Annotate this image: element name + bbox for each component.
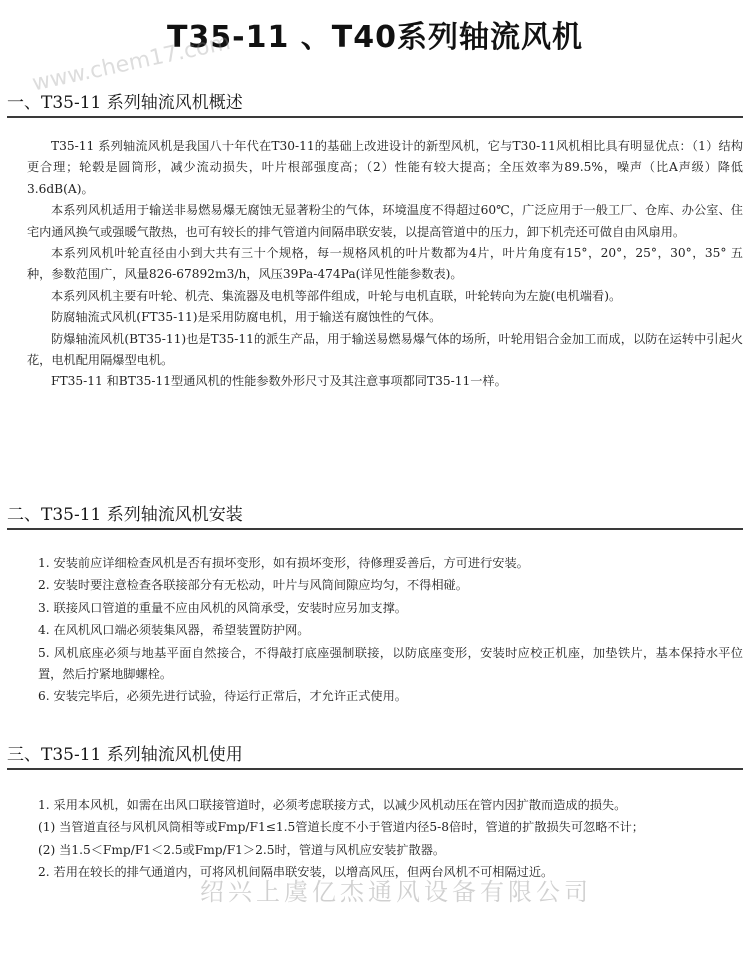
page-title: T35-11 、T40系列轴流风机 [166,20,584,55]
installation-item: 6. 安装完毕后，必须先进行试验，待运行正常后，才允许正式使用。 [38,689,407,704]
overview-paragraph: 本系列风机叶轮直径由小到大共有三十个规格，每一规格风机的叶片数都为4片，叶片角度有15°，20°，25°，30°，35° 五种，参数范围广，风量826-67892m3/h，风压39Pa-474Pa(详见性能参数表)。 [27,246,743,282]
section-heading-usage: 三、T35-11 系列轴流风机使用 [7,740,743,770]
installation-item: 5. 风机底座必须与地基平面自然接合，不得敲打底座强制联接，以防底座变形，安装时应校正机座，加垫铁片，基本保持水平位置，然后拧紧地脚螺栓。 [38,645,743,682]
usage-item: 2. 若用在较长的排气通道内，可将风机间隔串联安装，以增高风压，但两台风机不可相隔过近。 [38,865,554,880]
section-body-usage [38,794,743,884]
company-watermark: 绍兴上虞亿杰通风设备有限公司 [200,878,592,906]
section-heading-installation: 二、T35-11 系列轴流风机安装 [7,500,743,530]
installation-item: 4. 在风机风口端必须装集风器，希望装置防护网。 [38,623,310,638]
overview-paragraph: FT35-11 和BT35-11型通风机的性能参数外形尺寸及其注意事项都同T35-11一样。 [51,374,507,389]
overview-paragraph: 本系列风机适用于输送非易燃易爆无腐蚀无显著粉尘的气体，环境温度不得超过60℃，广泛应用于一般工厂、仓库、办公室、住宅内通风换气或强暖气散热，也可有较长的排气管道内间隔串联安装，以提高管道中的压力，卸下机壳还可做自由风扇用。 [27,203,743,239]
usage-item: (2) 当1.5＜Fmp/F1＜2.5或Fmp/F1＞2.5时，管道与风机应安装扩散器。 [38,842,446,857]
overview-paragraph: 本系列风机主要有叶轮、机壳、集流器及电机等部件组成，叶轮与电机直联，叶轮转向为左旋(电机端看)。 [51,288,622,303]
overview-paragraph: T35-11 系列轴流风机是我国八十年代在T30-11的基础上改进设计的新型风机，它与T30-11风机相比具有明显优点：（1）结构更合理；轮毂是圆筒形，减少流动损失，叶片根部强度高；（2）性能有较大提高；全压效率为89.5%，噪声（比A声级）降低3.6dB(A)。 [27,139,743,196]
usage-item: (1) 当管道直径与风机风筒相等或Fmp/F1≤1.5管道长度不小于管道内径5-8倍时，管道的扩散损失可忽略不计； [38,820,644,835]
section-heading-overview: 一、T35-11 系列轴流风机概述 [7,88,743,118]
section-body-installation [38,552,743,708]
site-watermark: www.chem17.com [30,30,233,97]
installation-item: 2. 安装时要注意检查各联接部分有无松动，叶片与风筒间隙应均匀，不得相碰。 [38,578,468,593]
installation-item: 1. 安装前应详细检查风机是否有损坏变形，如有损坏变形，待修理妥善后，方可进行安装。 [38,556,529,570]
overview-paragraph: 防腐轴流式风机(FT35-11)是采用防腐电机，用于输送有腐蚀性的气体。 [51,310,442,325]
section-body-overview [27,136,743,393]
usage-item: 1. 采用本风机，如需在出风口联接管道时，必须考虑联接方式，以减少风机动压在管内因扩散而造成的损失。 [38,798,627,812]
installation-item: 3. 联接风口管道的重量不应由风机的风筒承受，安装时应另加支撑。 [38,600,407,615]
overview-paragraph: 防爆轴流风机(BT35-11)也是T35-11的派生产品，用于输送易燃易爆气体的场所，叶轮用铝合金加工而成，以防在运转中引起火花，电机配用隔爆型电机。 [27,331,743,368]
